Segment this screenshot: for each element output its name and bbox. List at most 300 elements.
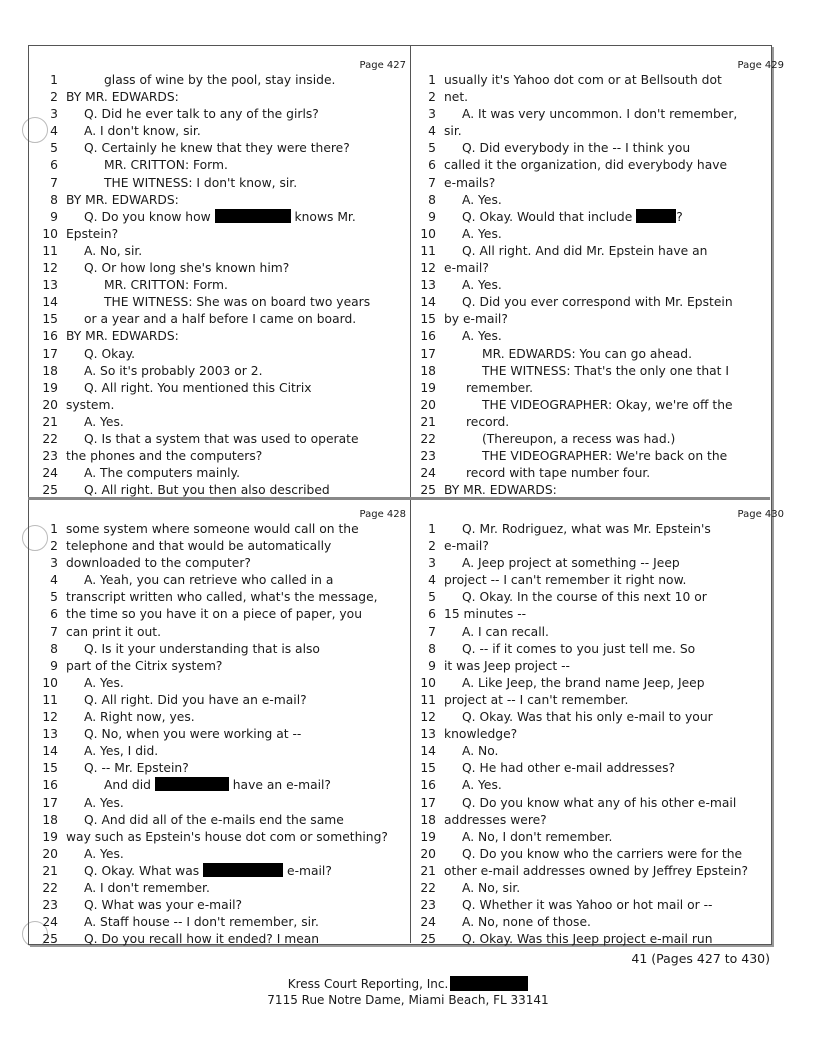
transcript-line xyxy=(40,226,410,243)
line-text: Q. Mr. Rodriguez, what was Mr. Epstein's xyxy=(462,522,711,536)
line-text: Q. All right. You mentioned this Citrix xyxy=(84,380,312,395)
line-number: 17 xyxy=(420,346,436,361)
line-text: project at -- I can't remember. xyxy=(444,692,629,707)
page-range: 41 (Pages 427 to 430) xyxy=(631,951,770,966)
transcript-line xyxy=(418,589,788,606)
transcript-line xyxy=(40,157,410,174)
transcript-line xyxy=(418,431,788,448)
line-number: 18 xyxy=(42,363,58,378)
line-number: 10 xyxy=(42,226,58,241)
line-text: A. I can recall. xyxy=(462,624,549,639)
line-number: 8 xyxy=(428,192,436,207)
transcript-line xyxy=(40,572,410,589)
line-number: 5 xyxy=(428,590,436,605)
line-number: 20 xyxy=(42,397,58,412)
line-number: 13 xyxy=(42,727,58,742)
line-number: 11 xyxy=(42,243,58,258)
line-text: Q. Whether it was Yahoo or hot mail or -- xyxy=(462,898,713,913)
line-number: 25 xyxy=(42,932,58,947)
transcript-line xyxy=(40,72,410,89)
transcript-line xyxy=(418,897,788,914)
line-text: net. xyxy=(444,90,469,105)
line-number: 16 xyxy=(420,778,436,793)
line-text: Q. All right. And did Mr. Epstein have an xyxy=(462,243,708,258)
line-text: Q. -- if it comes to you just tell me. So xyxy=(462,641,696,656)
transcript-line xyxy=(418,880,788,897)
line-text: A. Yes, I did. xyxy=(84,744,159,759)
line-number: 4 xyxy=(428,573,436,588)
line-number: 21 xyxy=(420,863,436,878)
transcript-line xyxy=(40,294,410,311)
line-number: 15 xyxy=(42,761,58,776)
line-number: 19 xyxy=(42,829,58,844)
transcript-line xyxy=(40,243,410,260)
line-number: 22 xyxy=(420,431,436,446)
line-text: Epstein? xyxy=(66,226,119,241)
transcript-line xyxy=(40,380,410,397)
line-text: the time so you have it on a piece of paper, you xyxy=(66,607,362,622)
transcript-line xyxy=(418,482,788,499)
line-number: 1 xyxy=(50,73,58,87)
line-text: Q. Is it your understanding that is also xyxy=(84,641,320,656)
line-number: 25 xyxy=(420,483,436,498)
line-text: by e-mail? xyxy=(444,312,508,327)
line-number: 25 xyxy=(42,483,58,498)
transcript-line xyxy=(418,72,788,89)
transcript-line xyxy=(40,846,410,863)
line-text: it was Jeep project -- xyxy=(444,658,570,673)
transcript-line xyxy=(40,658,410,675)
column-divider xyxy=(410,45,411,943)
transcript-line xyxy=(40,692,410,709)
line-number: 2 xyxy=(50,90,58,105)
line-text: Q. Certainly he knew that they were there? xyxy=(84,141,350,156)
line-number: 11 xyxy=(420,243,436,258)
transcript-line xyxy=(40,795,410,812)
line-number: 7 xyxy=(50,624,58,639)
line-number: 13 xyxy=(420,727,436,742)
line-number: 10 xyxy=(420,226,436,241)
transcript-line xyxy=(418,243,788,260)
line-number: 10 xyxy=(420,675,436,690)
transcript-line xyxy=(40,880,410,897)
line-text: A. Right now, yes. xyxy=(84,710,195,725)
line-number: 6 xyxy=(428,607,436,622)
line-text: A. No, sir. xyxy=(84,243,143,258)
line-number: 12 xyxy=(420,710,436,725)
line-text: part of the Citrix system? xyxy=(66,658,223,673)
line-number: 14 xyxy=(420,744,436,759)
transcript-line xyxy=(40,743,410,760)
line-text: e-mails? xyxy=(444,175,496,190)
transcript-line xyxy=(418,89,788,106)
line-text: And did have an e-mail? xyxy=(104,778,331,793)
line-number: 22 xyxy=(42,431,58,446)
line-number: 20 xyxy=(420,397,436,412)
line-text: A. Yes. xyxy=(462,278,502,293)
line-text: record. xyxy=(466,414,510,429)
line-text: way such as Epstein's house dot com or something? xyxy=(66,829,388,844)
line-text: BY MR. EDWARDS: xyxy=(66,192,179,207)
transcript-line xyxy=(418,777,788,794)
page-429-panel xyxy=(418,60,788,499)
line-number: 3 xyxy=(428,107,436,122)
line-number: 21 xyxy=(42,863,58,878)
line-text: A. No, none of those. xyxy=(462,915,591,930)
line-text: remember. xyxy=(466,380,534,395)
line-text: Q. All right. But you then also described xyxy=(84,483,330,498)
transcript-line xyxy=(418,277,788,294)
line-number: 3 xyxy=(50,107,58,122)
transcript-line xyxy=(418,465,788,482)
line-number: 9 xyxy=(428,209,436,224)
line-text: glass of wine by the pool, stay inside. xyxy=(104,73,336,87)
line-number: 3 xyxy=(428,556,436,571)
transcript-line xyxy=(418,931,788,948)
company-address: 7115 Rue Notre Dame, Miami Beach, FL 33141 xyxy=(267,993,549,1007)
redaction-block xyxy=(636,209,676,223)
line-text: MR. EDWARDS: You can go ahead. xyxy=(482,346,693,361)
transcript-line xyxy=(40,897,410,914)
line-number: 18 xyxy=(420,812,436,827)
redaction-block xyxy=(155,777,229,791)
transcript-line xyxy=(40,521,410,538)
transcript-line xyxy=(40,829,410,846)
line-text: e-mail? xyxy=(444,261,489,276)
line-number: 12 xyxy=(42,261,58,276)
line-number: 11 xyxy=(420,692,436,707)
line-number: 23 xyxy=(42,898,58,913)
line-text: telephone and that would be automatically xyxy=(66,539,332,554)
transcript-line xyxy=(418,294,788,311)
transcript-line xyxy=(40,777,410,794)
line-number: 6 xyxy=(50,158,58,173)
line-text: 15 minutes -- xyxy=(444,607,527,622)
transcript-line xyxy=(40,931,410,948)
line-text: A. No. xyxy=(462,744,499,759)
line-text: A. So it's probably 2003 or 2. xyxy=(84,363,263,378)
line-number: 19 xyxy=(420,380,436,395)
transcript-line xyxy=(40,914,410,931)
line-text: Q. And did all of the e-mails end the same xyxy=(84,812,344,827)
line-number: 11 xyxy=(42,692,58,707)
line-number: 18 xyxy=(420,363,436,378)
line-text: A. Yes. xyxy=(462,778,502,793)
transcript-line xyxy=(418,795,788,812)
transcript-line xyxy=(40,311,410,328)
page-label: Page 429 xyxy=(737,60,784,71)
line-number: 1 xyxy=(428,522,436,536)
line-text: Q. Is that a system that was used to operate xyxy=(84,431,359,446)
transcript-line xyxy=(40,641,410,658)
transcript-line xyxy=(418,380,788,397)
transcript-line xyxy=(418,140,788,157)
transcript-line xyxy=(418,192,788,209)
transcript-line xyxy=(418,846,788,863)
transcript-line xyxy=(418,760,788,777)
line-number: 17 xyxy=(42,795,58,810)
line-number: 6 xyxy=(50,607,58,622)
transcript-line xyxy=(40,589,410,606)
line-text: Q. Okay. In the course of this next 10 or xyxy=(462,590,707,605)
transcript-line xyxy=(418,521,788,538)
transcript-line xyxy=(40,192,410,209)
line-text: record with tape number four. xyxy=(466,466,651,481)
line-text: or a year and a half before I came on board. xyxy=(84,312,357,327)
transcript-line xyxy=(40,140,410,157)
line-number: 13 xyxy=(420,278,436,293)
line-number: 12 xyxy=(42,710,58,725)
line-text: Q. Did you ever correspond with Mr. Epstein xyxy=(462,295,733,310)
line-text: usually it's Yahoo dot com or at Bellsouth dot xyxy=(444,73,722,87)
page-428-panel xyxy=(40,509,410,948)
line-number: 1 xyxy=(50,522,58,536)
line-number: 20 xyxy=(420,846,436,861)
line-text: BY MR. EDWARDS: xyxy=(66,329,179,344)
line-number: 23 xyxy=(420,898,436,913)
line-text: A. Staff house -- I don't remember, sir. xyxy=(84,915,319,930)
transcript-line xyxy=(40,123,410,140)
transcript-line xyxy=(40,555,410,572)
line-text: MR. CRITTON: Form. xyxy=(104,278,228,293)
line-text: A. Yes. xyxy=(462,226,502,241)
line-number: 17 xyxy=(420,795,436,810)
line-text: Q. Okay. Would that include ? xyxy=(462,209,683,224)
line-text: the phones and the computers? xyxy=(66,449,263,464)
line-text: A. Jeep project at something -- Jeep xyxy=(462,556,680,571)
transcript-line xyxy=(418,397,788,414)
page-label: Page 428 xyxy=(359,509,406,520)
transcript-line xyxy=(40,397,410,414)
line-text: knowledge? xyxy=(444,727,518,742)
transcript-line xyxy=(40,414,410,431)
line-number: 2 xyxy=(428,539,436,554)
line-text: A. Yeah, you can retrieve who called in a xyxy=(84,573,334,588)
line-text: project -- I can't remember it right now. xyxy=(444,573,687,588)
transcript-line xyxy=(418,709,788,726)
transcript-line xyxy=(40,260,410,277)
transcript-line xyxy=(418,606,788,623)
line-number: 24 xyxy=(42,466,58,481)
line-number: 8 xyxy=(50,641,58,656)
line-text: Q. What was your e-mail? xyxy=(84,898,243,913)
line-number: 3 xyxy=(50,556,58,571)
line-text: can print it out. xyxy=(66,624,161,639)
line-text: (Thereupon, a recess was had.) xyxy=(482,431,676,446)
transcript-line xyxy=(418,692,788,709)
line-text: A. Yes. xyxy=(462,329,502,344)
line-text: A. No, sir. xyxy=(462,880,521,895)
line-text: sir. xyxy=(444,124,462,139)
line-text: addresses were? xyxy=(444,812,547,827)
transcript-line xyxy=(40,175,410,192)
line-number: 4 xyxy=(428,124,436,139)
transcript-line xyxy=(40,726,410,743)
line-text: Q. Okay. Was this Jeep project e-mail run xyxy=(462,932,713,947)
transcript-line xyxy=(418,414,788,431)
line-number: 19 xyxy=(420,829,436,844)
line-number: 2 xyxy=(428,90,436,105)
line-number: 7 xyxy=(428,175,436,190)
transcript-line xyxy=(418,175,788,192)
line-number: 5 xyxy=(428,141,436,156)
line-number: 23 xyxy=(420,449,436,464)
line-text: BY MR. EDWARDS: xyxy=(66,90,179,105)
transcript-line xyxy=(40,863,410,880)
line-text: THE WITNESS: She was on board two years xyxy=(104,295,371,310)
transcript-line xyxy=(418,226,788,243)
line-text: Q. Did he ever talk to any of the girls? xyxy=(84,107,319,122)
transcript-line xyxy=(418,829,788,846)
transcript-line xyxy=(418,311,788,328)
line-text: A. It was very uncommon. I don't remember, xyxy=(462,107,738,122)
line-number: 21 xyxy=(42,414,58,429)
line-number: 22 xyxy=(42,880,58,895)
line-text: A. No, I don't remember. xyxy=(462,829,613,844)
line-text: A. Yes. xyxy=(84,675,124,690)
transcript-line xyxy=(418,157,788,174)
line-number: 10 xyxy=(42,675,58,690)
line-number: 6 xyxy=(428,158,436,173)
line-text: Q. Or how long she's known him? xyxy=(84,261,290,276)
line-text: A. Yes. xyxy=(84,795,124,810)
transcript-line xyxy=(40,431,410,448)
line-text: MR. CRITTON: Form. xyxy=(104,158,228,173)
transcript-line xyxy=(40,465,410,482)
line-text: downloaded to the computer? xyxy=(66,556,251,571)
line-text: THE WITNESS: That's the only one that I xyxy=(482,363,730,378)
line-number: 14 xyxy=(42,744,58,759)
line-number: 16 xyxy=(42,778,58,793)
transcript-line xyxy=(40,482,410,499)
line-number: 7 xyxy=(428,624,436,639)
line-text: Q. Did everybody in the -- I think you xyxy=(462,141,691,156)
redaction-block xyxy=(450,976,528,991)
redaction-block xyxy=(203,863,283,877)
transcript-line xyxy=(40,812,410,829)
company-name: Kress Court Reporting, Inc. xyxy=(0,976,816,991)
line-number: 24 xyxy=(420,915,436,930)
transcript-line xyxy=(40,624,410,641)
line-number: 9 xyxy=(50,658,58,673)
transcript-line xyxy=(418,346,788,363)
line-number: 17 xyxy=(42,346,58,361)
transcript-line xyxy=(418,328,788,345)
transcript-line xyxy=(40,538,410,555)
line-text: A. I don't remember. xyxy=(84,880,210,895)
line-number: 15 xyxy=(420,312,436,327)
transcript-line xyxy=(418,363,788,380)
line-number: 22 xyxy=(420,880,436,895)
line-number: 12 xyxy=(420,261,436,276)
transcript-line xyxy=(418,260,788,277)
line-text: THE VIDEOGRAPHER: Okay, we're off the xyxy=(482,397,733,412)
line-number: 7 xyxy=(50,175,58,190)
line-text: Q. Okay. What was e-mail? xyxy=(84,863,332,878)
transcript-line xyxy=(418,812,788,829)
transcript-line xyxy=(40,363,410,380)
line-number: 16 xyxy=(42,329,58,344)
transcript-line xyxy=(418,726,788,743)
redaction-block xyxy=(215,209,291,223)
line-text: Q. No, when you were working at -- xyxy=(84,727,302,742)
transcript-line xyxy=(40,709,410,726)
line-text: Q. -- Mr. Epstein? xyxy=(84,761,189,776)
line-text: some system where someone would call on the xyxy=(66,522,359,536)
transcript-line xyxy=(40,675,410,692)
line-text: Q. Okay. Was that his only e-mail to your xyxy=(462,710,713,725)
transcript-line xyxy=(40,606,410,623)
line-text: transcript written who called, what's the message, xyxy=(66,590,378,605)
line-number: 8 xyxy=(50,192,58,207)
page-label: Page 427 xyxy=(359,60,406,71)
line-text: A. Yes. xyxy=(462,192,502,207)
transcript-line xyxy=(418,624,788,641)
transcript-line xyxy=(418,123,788,140)
page-430-panel xyxy=(418,509,788,948)
transcript-line xyxy=(40,760,410,777)
line-text: Q. Do you recall how it ended? I mean xyxy=(84,932,320,947)
transcript-line xyxy=(40,328,410,345)
line-number: 9 xyxy=(428,658,436,673)
line-text: THE WITNESS: I don't know, sir. xyxy=(104,175,298,190)
line-text: Q. All right. Did you have an e-mail? xyxy=(84,692,307,707)
transcript-line xyxy=(40,448,410,465)
line-text: A. I don't know, sir. xyxy=(84,124,201,139)
line-number: 21 xyxy=(420,414,436,429)
line-number: 13 xyxy=(42,278,58,293)
line-number: 4 xyxy=(50,573,58,588)
page-label: Page 430 xyxy=(737,509,784,520)
line-number: 1 xyxy=(428,73,436,87)
transcript-line xyxy=(40,89,410,106)
line-number: 25 xyxy=(420,932,436,947)
line-text: THE VIDEOGRAPHER: We're back on the xyxy=(482,449,728,464)
line-number: 15 xyxy=(420,761,436,776)
line-number: 15 xyxy=(42,312,58,327)
line-number: 4 xyxy=(50,124,58,139)
line-text: A. Yes. xyxy=(84,414,124,429)
line-number: 24 xyxy=(420,466,436,481)
transcript-line xyxy=(418,572,788,589)
line-text: A. Like Jeep, the brand name Jeep, Jeep xyxy=(462,675,705,690)
transcript-line xyxy=(418,743,788,760)
line-text: Q. Do you know who the carriers were for the xyxy=(462,846,743,861)
line-number: 14 xyxy=(42,295,58,310)
line-number: 5 xyxy=(50,141,58,156)
transcript-line xyxy=(418,914,788,931)
line-text: called it the organization, did everybody have xyxy=(444,158,728,173)
line-text: BY MR. EDWARDS: xyxy=(444,483,557,498)
line-number: 24 xyxy=(42,915,58,930)
line-number: 18 xyxy=(42,812,58,827)
line-number: 14 xyxy=(420,295,436,310)
transcript-line xyxy=(418,555,788,572)
transcript-line xyxy=(418,675,788,692)
transcript-line xyxy=(418,863,788,880)
transcript-line xyxy=(40,209,410,226)
transcript-line xyxy=(40,277,410,294)
line-text: Q. Do you know how knows Mr. xyxy=(84,209,356,224)
line-number: 8 xyxy=(428,641,436,656)
transcript-line xyxy=(418,538,788,555)
line-text: other e-mail addresses owned by Jeffrey Epstein? xyxy=(444,863,749,878)
transcript-line xyxy=(418,641,788,658)
line-text: A. Yes. xyxy=(84,846,124,861)
transcript-line xyxy=(418,106,788,123)
line-text: A. The computers mainly. xyxy=(84,466,240,481)
transcript-line xyxy=(40,106,410,123)
